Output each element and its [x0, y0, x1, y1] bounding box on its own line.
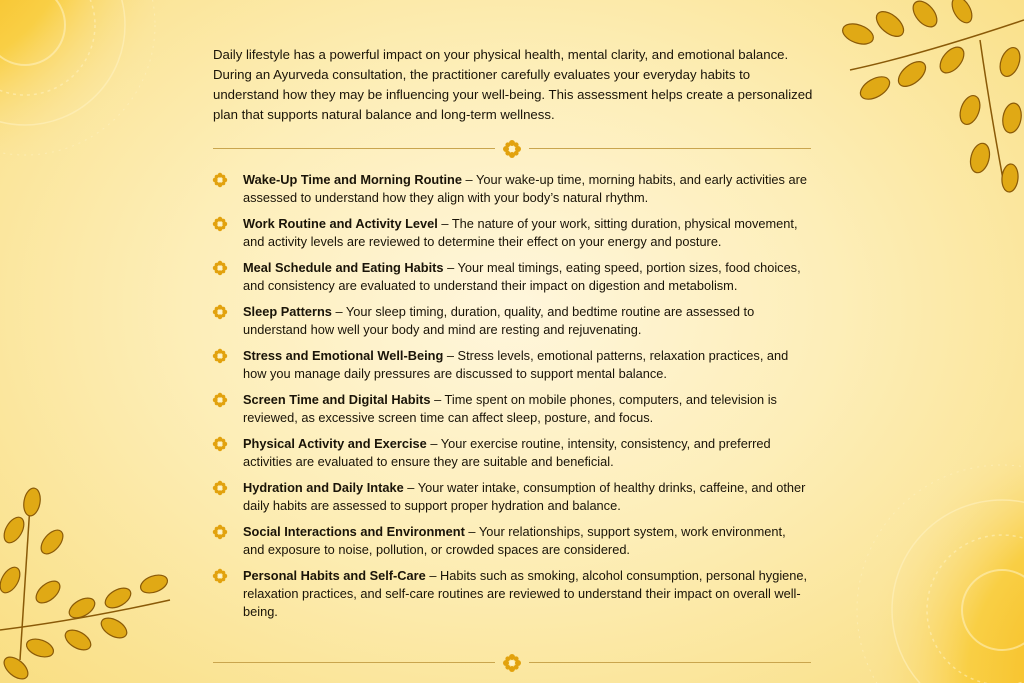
flower-bullet-icon	[212, 436, 228, 452]
item-separator: –	[443, 348, 458, 363]
divider-line-left	[213, 662, 495, 663]
list-item	[210, 523, 810, 559]
leaf-branch-bottom-left-decoration	[0, 480, 180, 683]
item-separator: –	[403, 480, 418, 495]
flower-ornament-icon	[502, 139, 522, 159]
flower-bullet-icon	[212, 524, 228, 540]
item-description: Your water intake, consumption of healthy drinks, caffeine, and other daily habits are assessed to support proper hydration and balance.	[243, 480, 806, 513]
item-title: Sleep Patterns	[243, 304, 332, 319]
list-item	[210, 567, 810, 621]
item-title: Social Interactions and Environment	[243, 524, 465, 539]
item-description: Your exercise routine, intensity, consistency, and preferred activities are evaluated to ensure they are suitable and beneficial.	[243, 436, 771, 469]
item-description: The nature of your work, sitting duration, physical movement, and activity levels are reviewed to determine their effect on your energy and posture.	[243, 216, 798, 249]
item-title: Screen Time and Digital Habits	[243, 392, 431, 407]
item-description: Your meal timings, eating speed, portion sizes, food choices, and consistency are evaluated to understand their impact on digestion and metabolism.	[243, 260, 801, 293]
divider-line-left	[213, 148, 495, 149]
item-description: Your wake-up time, morning habits, and early activities are assessed to understand how they align with your body’s natural rhythm.	[243, 172, 807, 205]
flower-bullet-icon	[212, 216, 228, 232]
item-title: Hydration and Daily Intake	[243, 480, 404, 495]
list-item	[210, 347, 810, 383]
item-description: Your sleep timing, duration, quality, and bedtime routine are assessed to understand how well your body and mind are resting and rejuvenating.	[243, 304, 755, 337]
list-item	[210, 171, 810, 207]
item-description: Habits such as smoking, alcohol consumption, personal hygiene, relaxation practices, and self-care routines are reviewed to understand their impact on overall well-being.	[243, 568, 808, 619]
item-title: Stress and Emotional Well-Being	[243, 348, 444, 363]
item-separator: –	[426, 436, 441, 451]
list-item	[210, 303, 810, 339]
flower-bullet-icon	[212, 348, 228, 364]
list-item	[210, 391, 810, 427]
item-title: Personal Habits and Self-Care	[243, 568, 426, 583]
list-item	[210, 435, 810, 471]
divider-line-right	[529, 662, 811, 663]
flower-bullet-icon	[212, 172, 228, 188]
divider-line-right	[529, 148, 811, 149]
item-separator: –	[425, 568, 441, 583]
item-title: Work Routine and Activity Level	[243, 216, 438, 231]
list-item	[210, 259, 810, 295]
assessment-list	[210, 171, 810, 629]
list-item	[210, 215, 810, 251]
item-title: Physical Activity and Exercise	[243, 436, 427, 451]
item-separator: –	[461, 172, 476, 187]
flower-bullet-icon	[212, 392, 228, 408]
item-description: Your relationships, support system, work environment, and exposure to noise, pollution, or crowded spaces are considered.	[243, 524, 786, 557]
bottom-divider	[213, 653, 811, 673]
item-description: Stress levels, emotional patterns, relaxation practices, and how you manage daily pressures are discussed to support mental balance.	[243, 348, 789, 381]
item-title: Wake-Up Time and Morning Routine	[243, 172, 462, 187]
mandala-bottom-right-decoration	[834, 440, 1024, 683]
top-divider	[213, 139, 811, 159]
flower-bullet-icon	[212, 568, 228, 584]
leaf-branch-top-right-decoration	[830, 0, 1024, 200]
item-title: Meal Schedule and Eating Habits	[243, 260, 444, 275]
item-separator: –	[443, 260, 458, 275]
mandala-top-left-decoration	[0, 0, 200, 190]
item-separator: –	[464, 524, 479, 539]
list-item	[210, 479, 810, 515]
flower-ornament-icon	[502, 653, 522, 673]
item-separator: –	[331, 304, 346, 319]
item-description: Time spent on mobile phones, computers, and television is reviewed, as excessive screen time can affect sleep, posture, and focus.	[243, 392, 777, 425]
flower-bullet-icon	[212, 304, 228, 320]
flower-bullet-icon	[212, 260, 228, 276]
item-separator: –	[430, 392, 445, 407]
intro-paragraph: Daily lifestyle has a powerful impact on your physical health, mental clarity, and emotional balance. During an Ayurveda consultation, the practitioner carefully evaluates your everyday habits to understand how they may be influencing your well-being. This assessment helps create a personalized plan that supports natural balance and long-term wellness.	[213, 47, 813, 122]
flower-bullet-icon	[212, 480, 228, 496]
item-separator: –	[437, 216, 452, 231]
